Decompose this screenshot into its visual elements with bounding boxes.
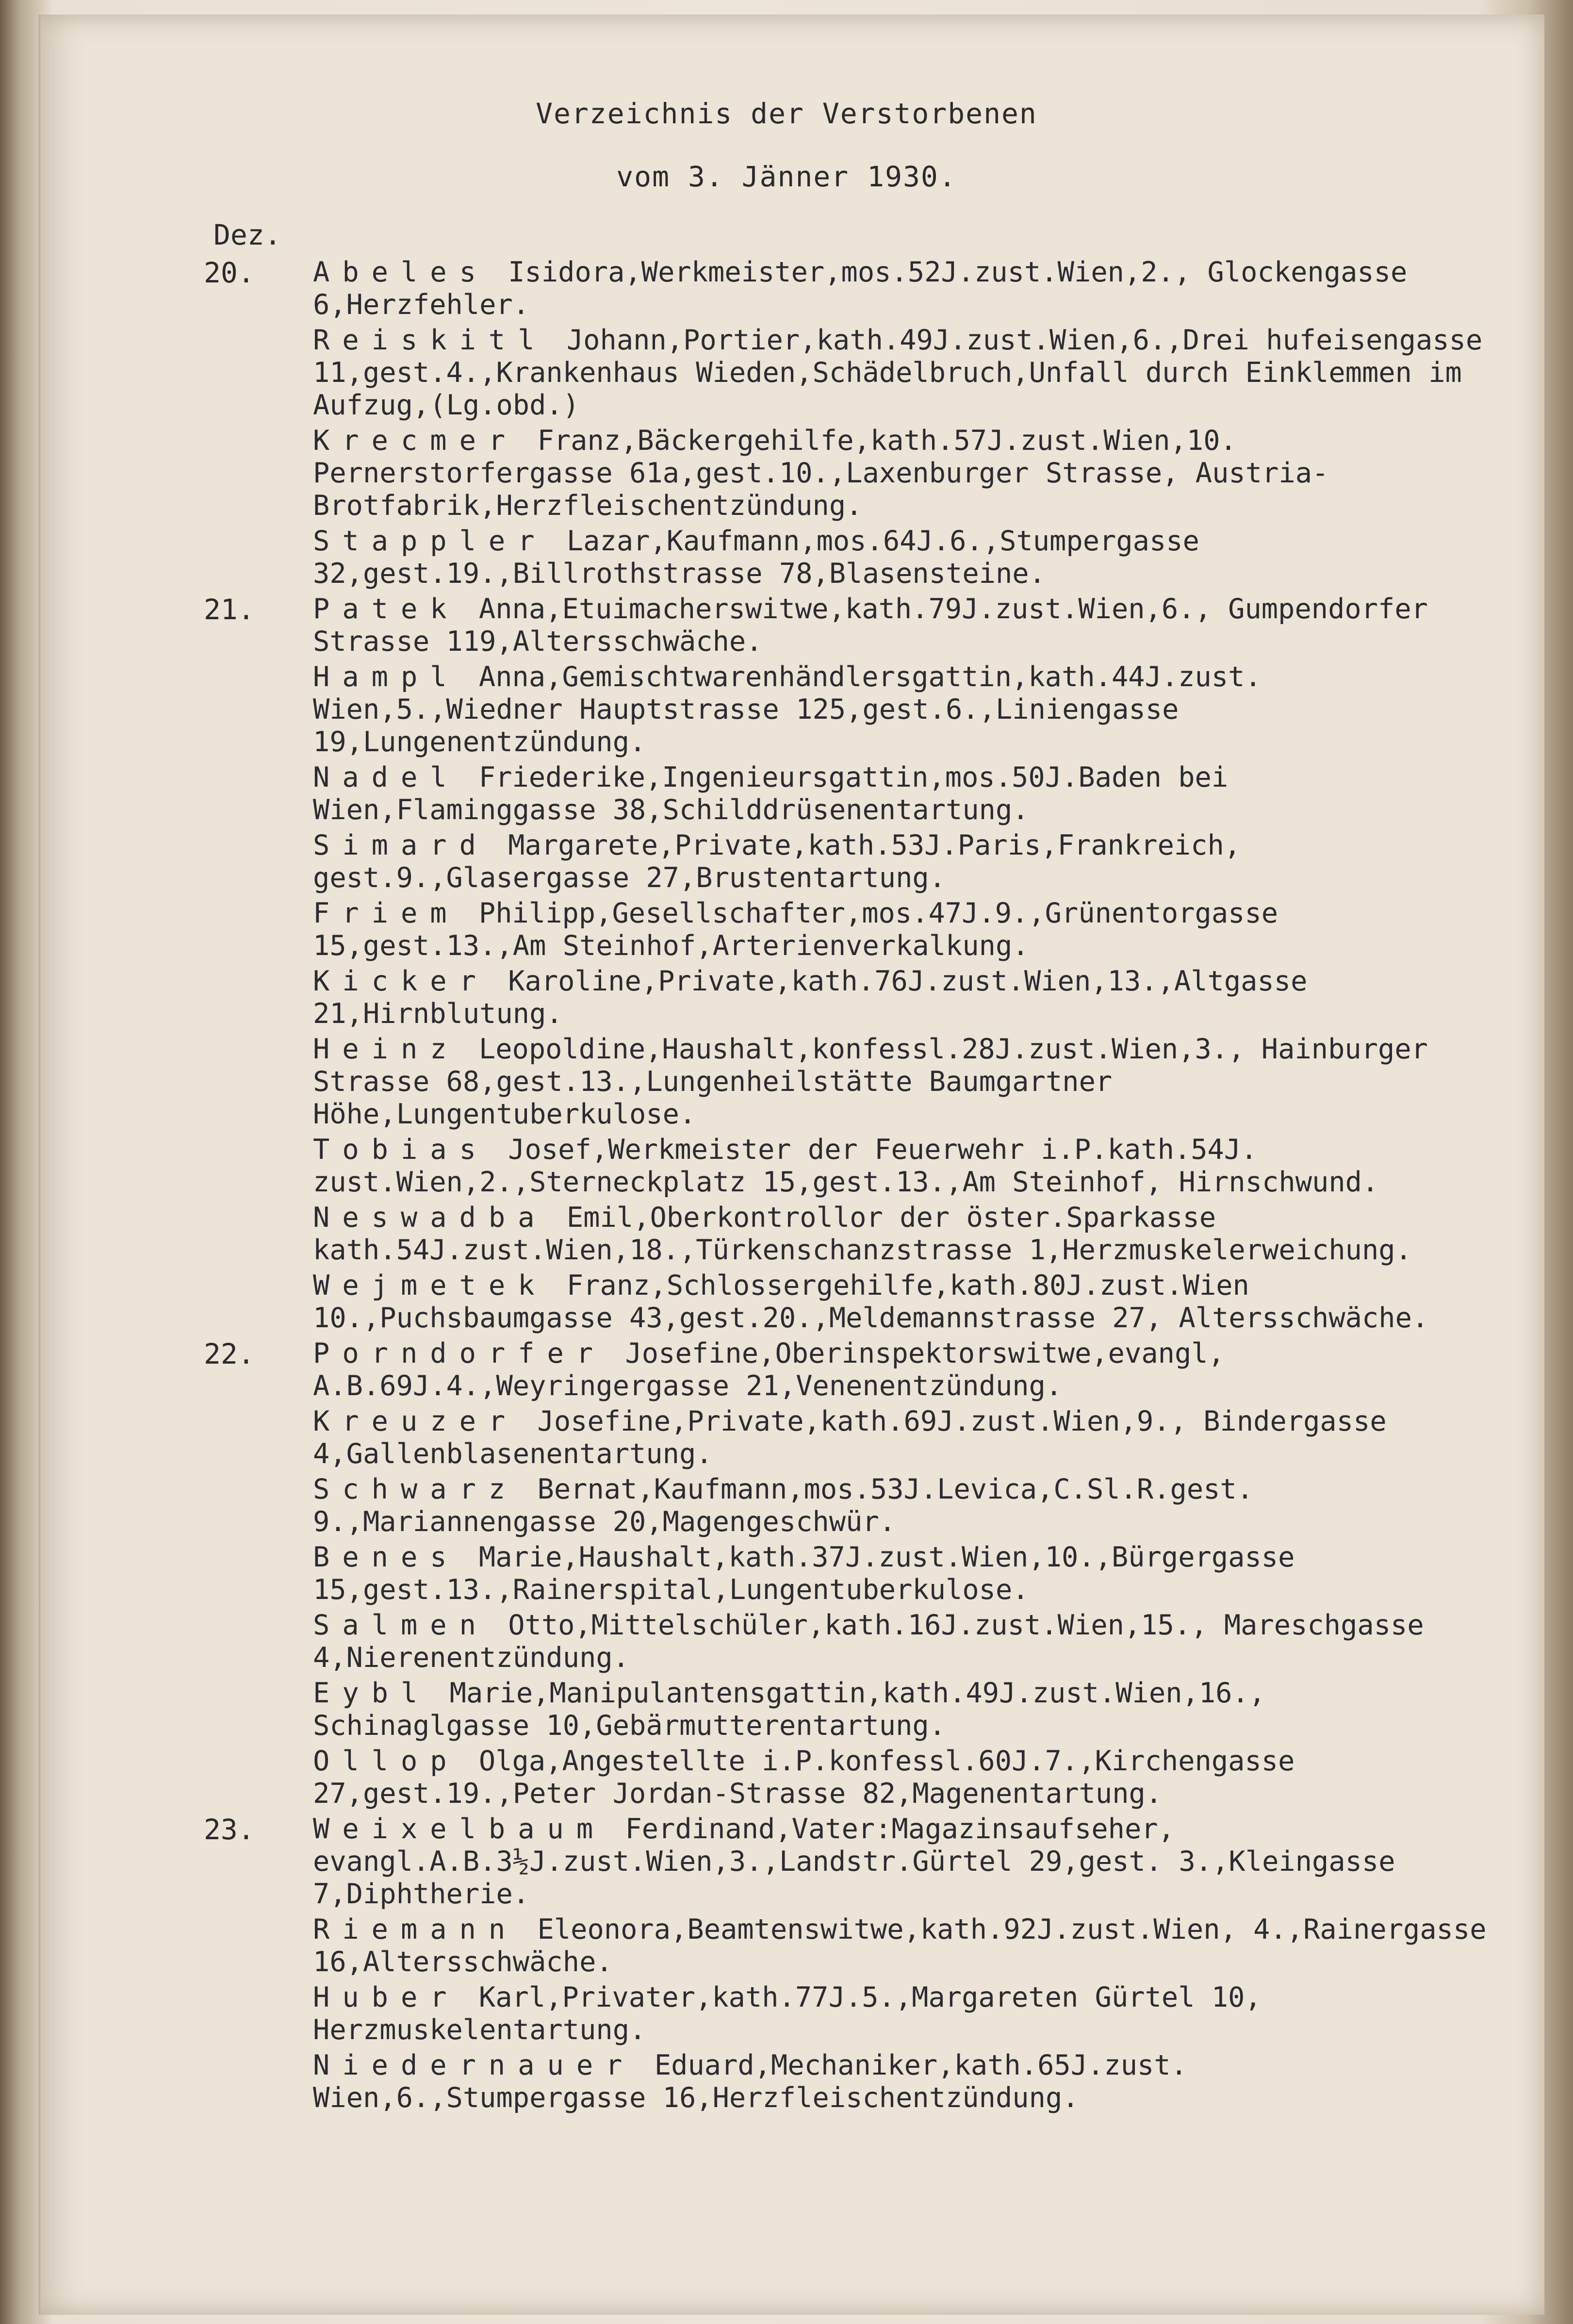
entry-row xyxy=(0,1745,1573,1810)
entry-row xyxy=(0,1609,1573,1674)
entry-row xyxy=(0,1134,1573,1199)
entry-text xyxy=(313,1269,1492,1335)
entry-text xyxy=(313,256,1492,321)
entry-details: Leopoldine,Haushalt,konfessl.28J.zust.Wien,3., Hainburger Strasse 68,gest.13.,Lungenheilstätte Baumgartner Höhe,Lungentuberkulose. xyxy=(313,1033,1428,1130)
entry-details: Franz,Bäckergehilfe,kath.57J.zust.Wien,10. Pernerstorfergasse 61a,gest.10.,Laxenburger Strasse, Austria-Brotfabrik,Herzfleischentzündung. xyxy=(313,425,1329,522)
entry-text xyxy=(313,897,1492,962)
entry-surname: Patek xyxy=(313,593,459,625)
entry-details: Margarete,Private,kath.53J.Paris,Frankreich, gest.9.,Glasergasse 27,Brustentartung. xyxy=(313,829,1241,894)
entry-row xyxy=(0,525,1573,590)
entry-details: Bernat,Kaufmann,mos.53J.Levica,C.Sl.R.gest. 9.,Mariannengasse 20,Magengeschwür. xyxy=(313,1473,1254,1538)
entry-day: 23. xyxy=(204,1813,255,1846)
entry-surname: Neswadba xyxy=(313,1202,547,1234)
entry-surname: Nadel xyxy=(313,761,459,793)
entry-details: Ferdinand,Vater:Magazinsaufseher, evangl.A.B.3½J.zust.Wien,3.,Landstr.Gürtel 29,gest. 3.,Kleingasse 7,Diphtherie. xyxy=(313,1813,1395,1910)
entry-surname: Salmen xyxy=(313,1609,489,1641)
entry-text xyxy=(313,1745,1492,1810)
entry-surname: Huber xyxy=(313,1981,459,2013)
entry-details: Lazar,Kaufmann,mos.64J.6.,Stumpergasse 32,gest.19.,Billrothstrasse 78,Blasensteine. xyxy=(313,525,1199,590)
entry-text xyxy=(313,1134,1492,1199)
entry-details: Eleonora,Beamtenswitwe,kath.92J.zust.Wien, 4.,Rainergasse 16,Altersschwäche. xyxy=(313,1913,1487,1978)
entry-surname: Abeles xyxy=(313,256,489,288)
entry-details: Olga,Angestellte i.P.konfessl.60J.7.,Kirchengasse 27,gest.19.,Peter Jordan-Strasse 82,Magenentartung. xyxy=(313,1745,1295,1810)
entry-details: Friederike,Ingenieursgattin,mos.50J.Baden bei Wien,Flaminggasse 38,Schilddrüsenentartung. xyxy=(313,761,1229,826)
entry-text xyxy=(313,1913,1492,1978)
entry-row xyxy=(0,965,1573,1030)
entry-details: Josefine,Private,kath.69J.zust.Wien,9., Bindergasse 4,Gallenblasenentartung. xyxy=(313,1405,1387,1470)
entry-row xyxy=(0,324,1573,422)
entry-surname: Riemann xyxy=(313,1913,518,1945)
entry-surname: Wejmetek xyxy=(313,1269,547,1302)
entry-row xyxy=(0,1202,1573,1267)
entry-text xyxy=(313,1473,1492,1538)
entry-text xyxy=(313,1677,1492,1742)
entry-surname: Kreuzer xyxy=(313,1405,518,1437)
entry-row xyxy=(0,829,1573,894)
entry-surname: Niedernauer xyxy=(313,2049,635,2081)
entry-row xyxy=(0,761,1573,826)
entry-text xyxy=(313,2049,1492,2114)
entry-details: Marie,Haushalt,kath.37J.zust.Wien,10.,Bürgergasse 15,gest.13.,Rainerspital,Lungentuberkulose. xyxy=(313,1541,1295,1606)
entry-row xyxy=(0,1541,1573,1606)
entry-details: Philipp,Gesellschafter,mos.47J.9.,Grünentorgasse 15,gest.13.,Am Steinhof,Arterienverkalkung. xyxy=(313,897,1278,962)
entry-text xyxy=(313,1405,1492,1470)
entry-text xyxy=(313,1337,1492,1402)
entry-surname: Friem xyxy=(313,897,459,929)
entry-surname: Kicker xyxy=(313,965,489,997)
entry-row xyxy=(0,593,1573,658)
entry-surname: Eybl xyxy=(313,1677,430,1709)
entry-details: Josefine,Oberinspektorswitwe,evangl, A.B.69J.4.,Weyringergasse 21,Venenentzündung. xyxy=(313,1337,1225,1402)
entry-text xyxy=(313,324,1492,422)
entry-text xyxy=(313,525,1492,590)
entry-row xyxy=(0,1269,1573,1335)
entry-details: Franz,Schlossergehilfe,kath.80J.zust.Wien 10.,Puchsbaumgasse 43,gest.20.,Meldemannstrasse 27, Altersschwäche. xyxy=(313,1269,1429,1334)
entry-text xyxy=(313,1609,1492,1674)
entry-row xyxy=(0,661,1573,758)
entries-list xyxy=(0,256,1573,2117)
entry-text xyxy=(313,1981,1492,2046)
entry-details: Johann,Portier,kath.49J.zust.Wien,6.,Drei hufeisengasse 11,gest.4.,Krankenhaus Wieden,Schädelbruch,Unfall durch Einklemmen im Aufzug,(Lg.obd.) xyxy=(313,324,1483,421)
entry-details: Anna,Gemischtwarenhändlersgattin,kath.44J.zust. Wien,5.,Wiedner Hauptstrasse 125,gest.6.,Liniengasse 19,Lungenentzündung. xyxy=(313,661,1262,758)
entry-surname: Schwarz xyxy=(313,1473,518,1505)
entry-details: Karl,Privater,kath.77J.5.,Margareten Gürtel 10, Herzmuskelentartung. xyxy=(313,1981,1262,2046)
entry-surname: Porndorfer xyxy=(313,1337,606,1369)
entry-row xyxy=(0,425,1573,522)
page-date: vom 3. Jänner 1930. xyxy=(616,160,957,193)
entry-surname: Krecmer xyxy=(313,425,518,457)
entry-text xyxy=(313,965,1492,1030)
entry-row xyxy=(0,1033,1573,1131)
entry-details: Anna,Etuimacherswitwe,kath.79J.zust.Wien,6., Gumpendorfer Strasse 119,Altersschwäche. xyxy=(313,593,1428,658)
entry-text xyxy=(313,1202,1492,1267)
entry-details: Marie,Manipulantensgattin,kath.49J.zust.Wien,16., Schinaglgasse 10,Gebärmutterentartung. xyxy=(313,1677,1266,1742)
month-label: Dez. xyxy=(213,218,281,251)
entry-text xyxy=(313,425,1492,522)
entry-text xyxy=(313,593,1492,658)
entry-surname: Stappler xyxy=(313,525,547,557)
entry-row xyxy=(0,1337,1573,1402)
entry-text xyxy=(313,1813,1492,1911)
entry-text xyxy=(313,1541,1492,1606)
entry-day: 21. xyxy=(204,593,255,626)
entry-surname: Heinz xyxy=(313,1033,459,1065)
entry-day: 22. xyxy=(204,1337,255,1370)
entry-day: 20. xyxy=(204,256,255,289)
entry-row xyxy=(0,2049,1573,2114)
entry-details: Eduard,Mechaniker,kath.65J.zust. Wien,6.,Stumpergasse 16,Herzfleischentzündung. xyxy=(313,2049,1187,2114)
entry-surname: Hampl xyxy=(313,661,459,693)
entry-row xyxy=(0,1981,1573,2046)
entry-details: Otto,Mittelschüler,kath.16J.zust.Wien,15., Mareschgasse 4,Nierenentzündung. xyxy=(313,1609,1424,1674)
entry-row xyxy=(0,897,1573,962)
entry-text xyxy=(313,829,1492,894)
entry-details: Karoline,Private,kath.76J.zust.Wien,13.,Altgasse 21,Hirnblutung. xyxy=(313,965,1308,1030)
entry-text xyxy=(313,761,1492,826)
entry-surname: Tobias xyxy=(313,1134,489,1166)
entry-details: Josef,Werkmeister der Feuerwehr i.P.kath.54J. zust.Wien,2.,Sterneckplatz 15,gest.13.,Am Steinhof, Hirnschwund. xyxy=(313,1134,1379,1198)
entry-text xyxy=(313,661,1492,758)
entry-surname: Weixelbaum xyxy=(313,1813,606,1845)
entry-row xyxy=(0,256,1573,321)
entry-surname: Reiskitl xyxy=(313,324,547,356)
entry-row xyxy=(0,1473,1573,1538)
entry-surname: Simard xyxy=(313,829,489,861)
entry-surname: Benes xyxy=(313,1541,459,1573)
entry-details: Emil,Oberkontrollor der öster.Sparkasse kath.54J.zust.Wien,18.,Türkenschanzstrasse 1,Herzmuskelerweichung. xyxy=(313,1202,1412,1266)
entry-row xyxy=(0,1913,1573,1978)
entry-details: Isidora,Werkmeister,mos.52J.zust.Wien,2., Glockengasse 6,Herzfehler. xyxy=(313,256,1408,321)
page-title: Verzeichnis der Verstorbenen xyxy=(536,97,1037,130)
entry-row xyxy=(0,1813,1573,1911)
entry-surname: Ollop xyxy=(313,1745,459,1777)
entry-row xyxy=(0,1677,1573,1742)
entry-text xyxy=(313,1033,1492,1131)
entry-row xyxy=(0,1405,1573,1470)
